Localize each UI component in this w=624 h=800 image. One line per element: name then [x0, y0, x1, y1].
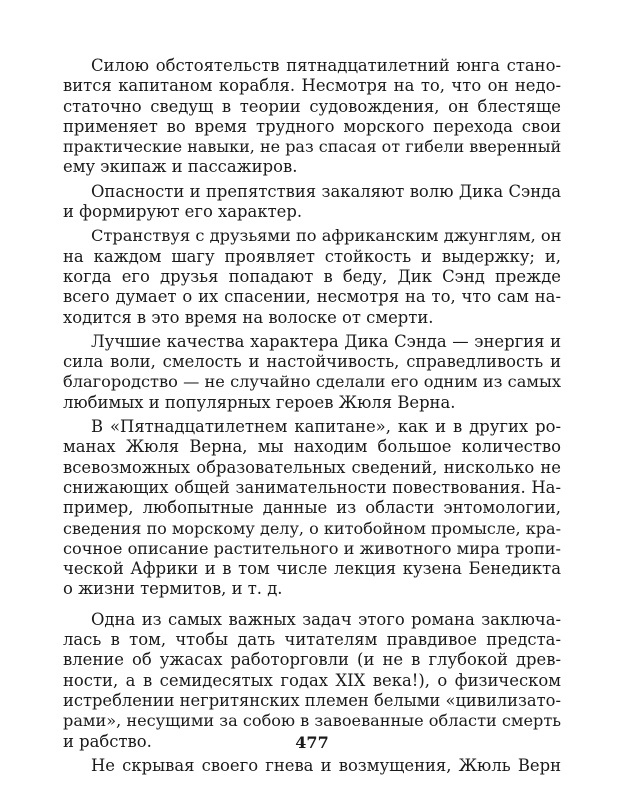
- text-line: Странствуя с друзьями по африканским джунглям, он: [91, 226, 562, 246]
- text-line: В «Пятнадцатилетнем капитане», как и в других ро-: [91, 417, 561, 437]
- page-number: 477: [295, 733, 329, 752]
- text-line: лась в том, чтобы дать читателям правдивое предста-: [63, 630, 561, 650]
- text-line: о жизни термитов, и т. д.: [63, 579, 283, 599]
- text-line: ческой Африки и в том числе лекция кузена Бенедикта: [63, 559, 561, 579]
- text-line: ходится в это время на волоске от смерти.: [63, 307, 434, 327]
- text-line: Одна из самых важных задач этого романа заключа-: [91, 609, 561, 629]
- text-line: ему экипаж и пассажиров.: [63, 157, 298, 177]
- body-text: [63, 56, 561, 776]
- text-line: пример, любопытные данные из области энтомологии,: [63, 498, 561, 518]
- text-line: всего думает о их спасении, несмотря на то, что сам на-: [63, 287, 561, 307]
- text-line: применяет во время трудного морского перехода свои: [63, 116, 561, 136]
- text-line: благородство — не случайно сделали его одним из самых: [63, 372, 561, 392]
- text-line: практические навыки, не раз спасая от гибели вверенный: [63, 137, 562, 157]
- text-line: на каждом шагу проявляет стойкость и выдержку; и,: [63, 246, 561, 266]
- text-line: вление об ужасах работорговли (и не в глубокой древ-: [63, 650, 561, 670]
- text-line: рами», несущими за собою в завоеванные области смерть: [63, 711, 562, 731]
- text-line: Опасности и препятствия закаляют волю Дика Сэнда: [91, 181, 561, 201]
- text-line: манах Жюля Верна, мы находим большое количество: [63, 437, 561, 457]
- text-line: Силою обстоятельств пятнадцатилетний юнга стано-: [91, 56, 561, 75]
- text-line: сочное описание растительного и животного мира тропи-: [63, 538, 561, 558]
- text-line: и формируют его характер.: [63, 202, 303, 222]
- text-line: и рабство.: [63, 731, 152, 751]
- text-line: любимых и популярных героев Жюля Верна.: [63, 392, 456, 412]
- text-line: Не скрывая своего гнева и возмущения, Жюль Верн: [91, 755, 561, 775]
- text-line: вится капитаном корабля. Несмотря на то, что он недо-: [63, 76, 561, 96]
- text-line: снижающих общей занимательности повествования. На-: [63, 477, 561, 497]
- text-line: когда его друзья попадают в беду, Дик Сэнд прежде: [63, 266, 561, 286]
- text-line: ности, а в семидесятых годах XIX века!), о физическом: [63, 670, 561, 690]
- text-line: истреблении негритянских племен белыми «цивилизато-: [63, 690, 561, 710]
- text-line: сведения по морскому делу, о китобойном промысле, кра-: [63, 518, 561, 538]
- text-line: сила воли, смелость и настойчивость, справедливость и: [63, 352, 561, 372]
- text-line: всевозможных образовательных сведений, нисколько не: [63, 457, 561, 477]
- text-line: статочно сведущ в теории судовождения, он блестяще: [63, 96, 561, 116]
- text-line: Лучшие качества характера Дика Сэнда — энергия и: [91, 331, 561, 351]
